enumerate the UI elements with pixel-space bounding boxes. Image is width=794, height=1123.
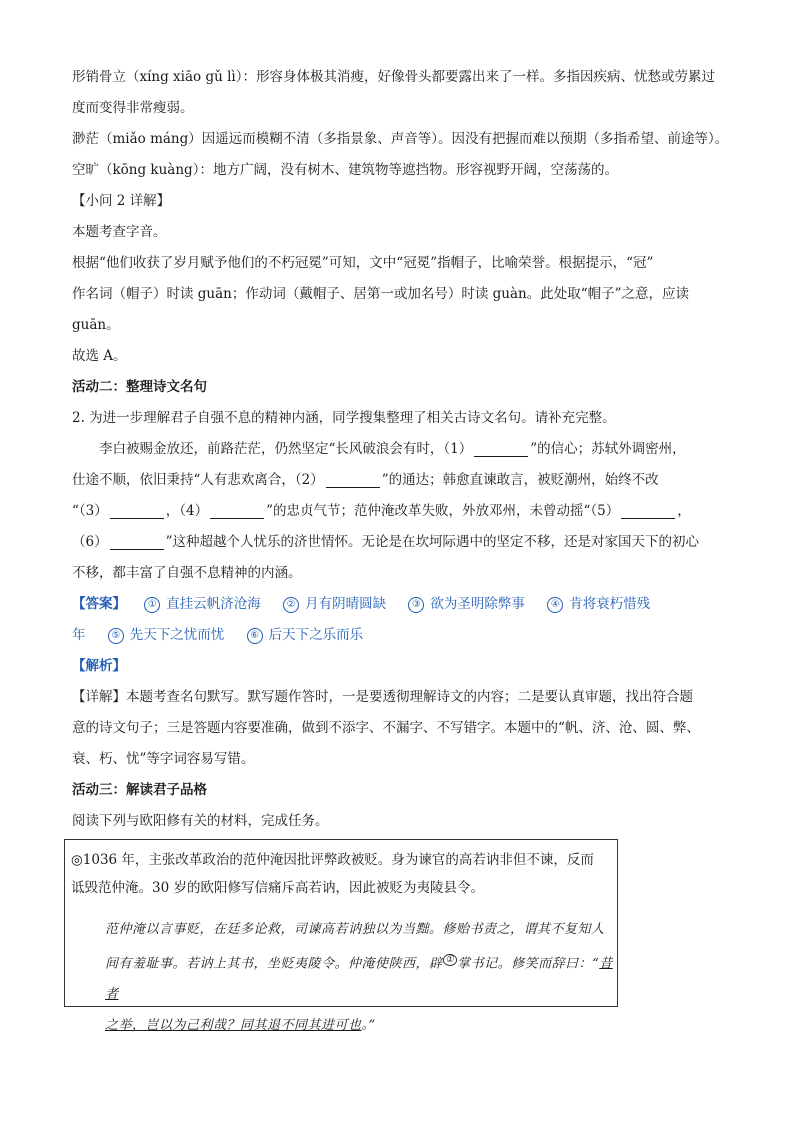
paragraph: 根据“他们收获了岁月赋予他们的不朽冠冕”可知，文中“冠冕”指帽子，比喻荣誉。根据提示，“冠” — [72, 255, 654, 271]
answer-tag: 【答案】 — [72, 596, 126, 612]
question-2-line: （6） ”这种超越个人忧乐的济世情怀。无论是在坎坷际遇中的坚定不移，还是对家国天下的初心 — [72, 534, 699, 550]
num-3: ③ — [408, 597, 424, 613]
question-2-line: 李白被赐金放还，前路茫茫，仍然坚定“长风破浪会有时，（1） ”的信心；苏轼外调密州， — [99, 441, 686, 457]
definition-xingxiaoguli: 形销骨立（xíng xiāo gǔ lì）：形容身体极其消瘦，好像骨头都要露出来了一样。多指因疾病、忧愁或劳累过 — [72, 69, 715, 85]
blank-4[interactable] — [210, 504, 264, 519]
num-2: ② — [283, 597, 299, 613]
classical-text: 范仲淹以言事贬，在廷多论救，司谏高若讷独以为当黜。修贻书责之，谓其不复知人 间有羞耻事。若讷上其书，坐贬夷陵令。仲淹使陕西，辟 ① 掌书记。修笑而辞曰：“昔者 之举，岂以为己利哉？同其退不同其进可也。” — [105, 922, 613, 1034]
activity-3-heading: 活动三：解读君子品格 — [72, 782, 207, 798]
answer-6: 后天下之乐而乐 — [268, 627, 364, 643]
num-1: ① — [144, 597, 160, 613]
paragraph: 作名词（帽子）时读 guān；作动词（戴帽子、居第一或加名号）时读 guàn。此处取“帽子”之意，应读 — [72, 286, 690, 302]
question-2-line: 仕途不顺，依旧秉持“人有悲欢离合，（2） ”的通达；韩愈直谏敢言，被贬潮州，始终不改 — [72, 472, 659, 488]
document-body — [72, 62, 740, 837]
answer-1: 直挂云帆济沧海 — [166, 596, 261, 612]
reading-instruction: 阅读下列与欧阳修有关的材料，完成任务。 — [72, 813, 329, 829]
blank-3[interactable] — [110, 504, 164, 519]
blank-2[interactable] — [326, 473, 380, 488]
paragraph: 本题考查字音。 — [72, 224, 167, 240]
answer-4: 肯将衰朽惜残 — [569, 596, 651, 612]
definition-kongkuang: 空旷（kōng kuàng）：地方广阔，没有树木、建筑物等遮挡物。形容视野开阔，空荡荡的。 — [72, 162, 618, 178]
answer-4-cont: 年 — [72, 627, 86, 643]
blank-1[interactable] — [474, 442, 528, 457]
definition-miaomang: 渺茫（miǎo máng）因遥远而模糊不清（多指景象、声音等）。因没有把握而难以预期（多指希望、前途等）。 — [72, 131, 729, 147]
question-2-line: 不移，都丰富了自强不息精神的内涵。 — [72, 565, 302, 581]
blank-5[interactable] — [621, 504, 675, 519]
answer-line — [72, 589, 740, 620]
answer-line-2 — [72, 620, 740, 651]
detail-paragraph: 意的诗文句子；三是答题内容要准确，做到不添字、不漏字、不写错字。本题中的“帆、济、沧、圆、弊、 — [72, 720, 700, 736]
detail-paragraph: 【详解】本题考查名句默写。默写题作答时，一是要透彻理解诗文的内容；二是要认真审题，找出符合题 — [72, 689, 693, 705]
material-intro: ◎1036 年，主张改革政治的范仲淹因批评弊政被贬。身为谏官的高若讷非但不谏，反而 诋毁范仲淹。30 岁的欧阳修写信痛斥高若讷，因此被贬为夷陵县令。 — [71, 852, 594, 896]
question-2: 2. 为进一步理解君子自强不息的精神内涵，同学搜集整理了相关古诗文名句。请补充完整。 — [72, 410, 616, 426]
question-2-line: “（3） ，（4） ”的忠贞气节；范仲淹改革失败，外放邓州，未曾动摇“（5） ， — [72, 503, 691, 519]
answer-choice: 故选 A。 — [72, 348, 127, 364]
analysis-tag: 【解析】 — [72, 658, 126, 674]
detail-paragraph: 衰、朽、忧”等字词容易写错。 — [72, 751, 255, 767]
blank-6[interactable] — [110, 535, 164, 550]
answer-2: 月有阴晴圆缺 — [305, 596, 387, 612]
activity-2-heading: 活动二：整理诗文名句 — [72, 379, 207, 395]
answer-5: 先天下之忧而忧 — [129, 627, 225, 643]
definition-xingxiaoguli-cont: 度而变得非常瘦弱。 — [72, 100, 194, 116]
material-box — [64, 839, 618, 1034]
answer-3: 欲为圣明除弊事 — [430, 596, 525, 612]
num-4: ④ — [547, 597, 563, 613]
num-6: ⑥ — [247, 628, 263, 644]
sub-question-2-heading: 【小问 2 详解】 — [72, 193, 171, 209]
num-5: ⑤ — [108, 628, 124, 644]
footnote-marker: ① — [443, 954, 458, 966]
paragraph: guān。 — [72, 317, 120, 333]
